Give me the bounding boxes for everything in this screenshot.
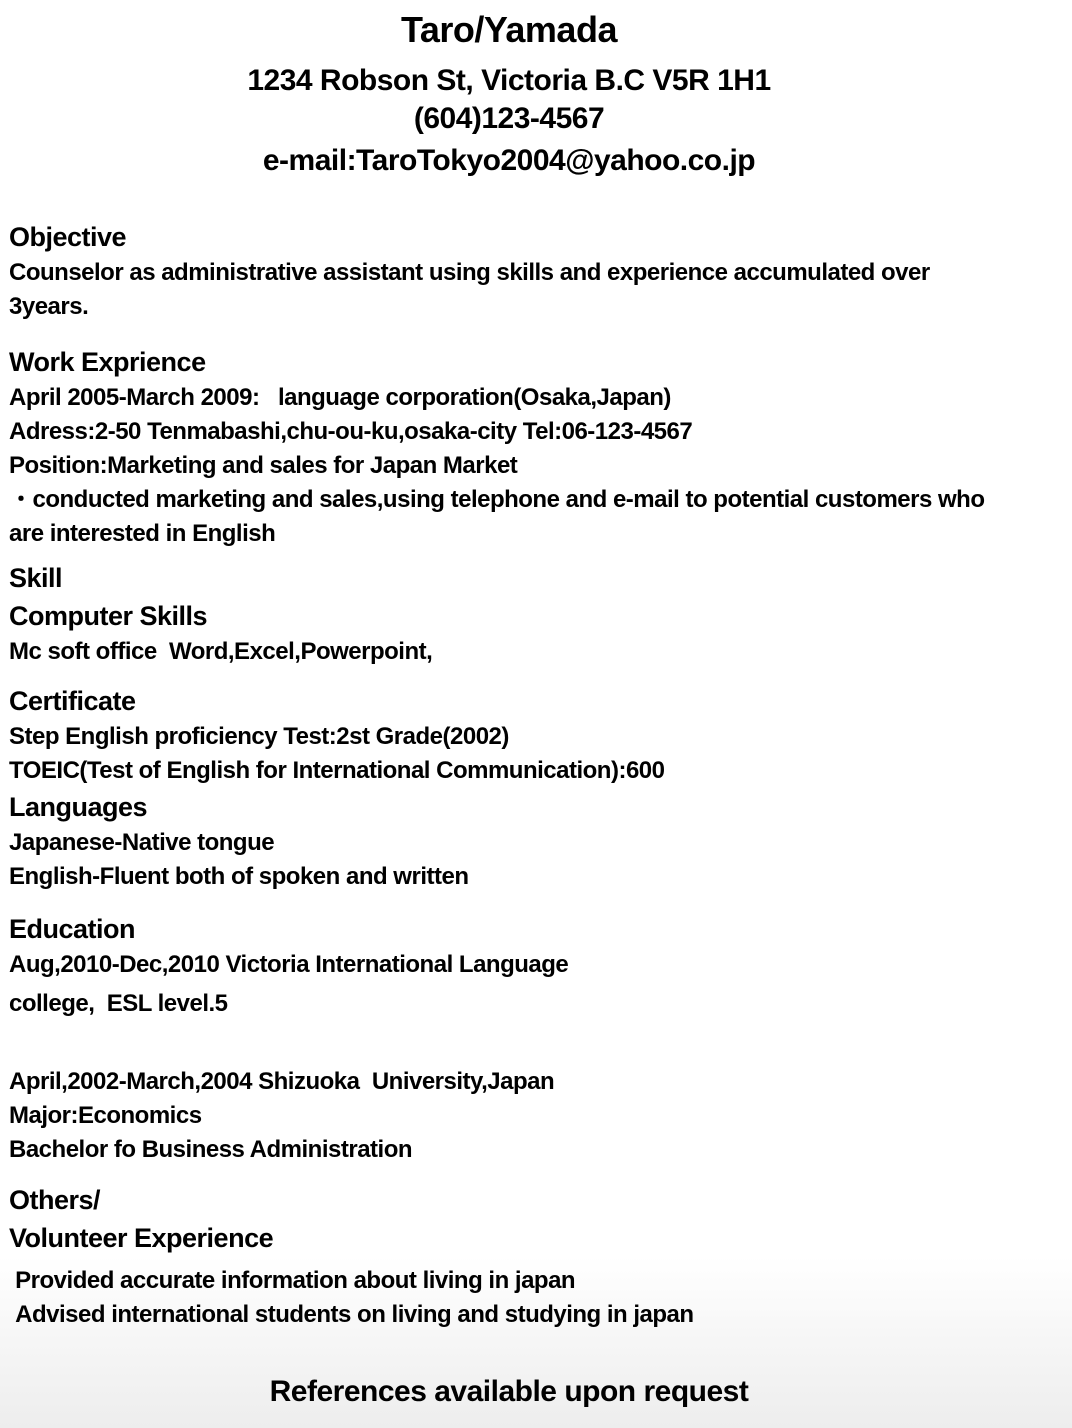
candidate-name: Taro/Yamada xyxy=(401,9,617,50)
skill-tools-line: Mc soft office Word,Excel,Powerpoint, xyxy=(9,638,433,665)
education-major-line: Major:Economics xyxy=(9,1102,202,1129)
work-bullet-line: ・conducted marketing and sales,using telephone and e-mail to potential customers who are interested in English xyxy=(9,486,991,547)
section-languages xyxy=(9,788,1009,894)
section-certificate xyxy=(9,682,1009,788)
education-entry-line: Aug,2010-Dec,2010 Victoria International Language xyxy=(9,951,569,978)
work-period-line: April 2005-March 2009: language corporation(Osaka,Japan) xyxy=(9,384,671,411)
objective-heading: Objective xyxy=(9,222,127,252)
languages-heading: Languages xyxy=(9,792,148,822)
work-address-line: Adress:2-50 Tenmabashi,chu-ou-ku,osaka-city Tel:06-123-4567 xyxy=(9,418,693,445)
computer-skills-subheading: Computer Skills xyxy=(9,601,208,631)
section-others-volunteer xyxy=(9,1181,1009,1332)
volunteer-line: Provided accurate information about living in japan xyxy=(9,1267,576,1294)
address-line: 1234 Robson St, Victoria B.C V5R 1H1 xyxy=(247,64,771,97)
phone-line: (604)123-4567 xyxy=(413,102,605,135)
resume-header xyxy=(9,8,1009,180)
volunteer-line: Advised international students on living and studying in japan xyxy=(9,1301,694,1328)
work-experience-heading: Work Exprience xyxy=(9,347,206,377)
education-entry-line: April,2002-March,2004 Shizuoka University,Japan xyxy=(9,1068,555,1095)
work-position-line: Position:Marketing and sales for Japan Market xyxy=(9,452,518,479)
education-degree-line: Bachelor fo Business Administration xyxy=(9,1136,413,1163)
section-skill xyxy=(9,559,1009,669)
volunteer-experience-subheading: Volunteer Experience xyxy=(9,1223,274,1253)
certificate-heading: Certificate xyxy=(9,686,136,716)
references-note: References available upon request xyxy=(269,1375,749,1408)
objective-text: Counselor as administrative assistant using skills and experience accumulated over 3years. xyxy=(9,259,936,320)
others-heading: Others/ xyxy=(9,1185,101,1215)
section-work-experience xyxy=(9,343,1009,551)
email-line: e-mail:TaroTokyo2004@yahoo.co.jp xyxy=(262,144,756,177)
education-entry-line: college, ESL level.5 xyxy=(9,990,228,1017)
section-education xyxy=(9,910,1009,1167)
skill-heading: Skill xyxy=(9,563,63,593)
section-objective xyxy=(9,218,1009,324)
language-line: Japanese-Native tongue xyxy=(9,829,275,856)
education-heading: Education xyxy=(9,914,136,944)
certificate-line: Step English proficiency Test:2st Grade(2002) xyxy=(9,723,509,750)
certificate-line: TOEIC(Test of English for International Communication):600 xyxy=(9,757,665,784)
language-line: English-Fluent both of spoken and written xyxy=(9,863,469,890)
